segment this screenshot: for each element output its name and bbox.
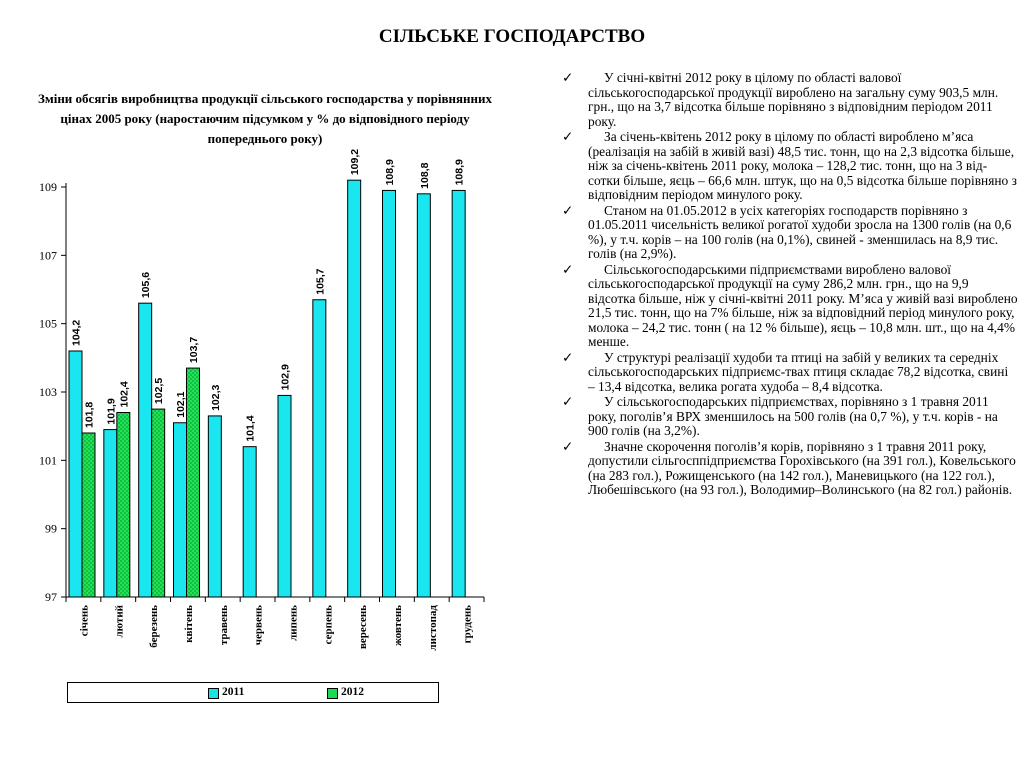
data-label-2011: 108,9 xyxy=(453,159,466,186)
data-label-2011: 102,3 xyxy=(209,384,222,411)
data-label-2011: 108,9 xyxy=(384,159,396,186)
bar-2011 xyxy=(313,300,326,597)
x-tick-label: жовтень xyxy=(391,605,404,647)
check-icon: ✓ xyxy=(562,129,574,144)
y-tick-label: 103 xyxy=(39,385,57,399)
x-tick-label: лютий xyxy=(113,605,126,638)
bullet-item xyxy=(562,130,1018,203)
x-tick-label: листопад xyxy=(426,605,439,651)
chart-title: Зміни обсягів виробництва продукції сільського господарства у порівнянних цінах 2005 року (наростаючим підсумком у % до відповідного періоду попереднього року) xyxy=(37,91,493,146)
bullet-item xyxy=(562,263,1018,350)
bar-2011 xyxy=(208,416,221,597)
data-label-2011: 101,4 xyxy=(244,415,257,442)
bar-2011 xyxy=(348,180,361,597)
bar-2012 xyxy=(187,368,200,597)
bar-2011 xyxy=(452,190,465,597)
bullet-item xyxy=(562,395,1018,439)
x-tick-label: січень xyxy=(78,605,91,637)
legend-swatch-2011 xyxy=(208,688,219,699)
bar-2011 xyxy=(278,395,291,597)
data-label-2011: 105,6 xyxy=(140,271,153,299)
bullet-item xyxy=(562,71,1018,129)
check-icon: ✓ xyxy=(562,70,574,85)
data-label-2011: 101,9 xyxy=(105,398,118,425)
bullet-item xyxy=(562,204,1018,262)
data-label-2011: 104,2 xyxy=(70,319,83,346)
y-tick-label: 107 xyxy=(39,248,57,263)
bar-2012 xyxy=(117,413,130,598)
bullet-text: У структурі реалізації худоби та птиці на забій у великих та середніх сільськогосподарських підприємс-твах птиця складає 78,2 відсотка, свині – 13,4 відсотка, велика рогата худоба – 8,4 відсотка. xyxy=(588,349,1009,394)
data-label-2011: 108,8 xyxy=(418,162,431,189)
data-label-2011: 102,9 xyxy=(279,364,292,391)
data-label-2012: 101,8 xyxy=(83,401,96,428)
bullet-text: У сільськогосподарських підприємствах, порівняно з 1 травня 2011 року, поголів’я ВРХ зменшилось на 500 голів (на 0,7 %), у т.ч. корів - на 900 голів (на 3,2%). xyxy=(588,394,998,438)
x-tick-label: серпень xyxy=(322,605,335,645)
data-label-2011: 102,1 xyxy=(175,391,187,418)
bullet-list xyxy=(562,71,1018,499)
bar-2011 xyxy=(139,303,152,597)
check-icon: ✓ xyxy=(562,202,574,218)
check-icon: ✓ xyxy=(562,261,574,277)
bullet-text: Станом на 01.05.2012 в усіх категоріях господарств порівняно з 01.05.2011 чисельність великої рогатої худоби зросла на 1300 голів (на 0,6 %), у т.ч. корів – на 100 голів (на 0,1%), свиней - зменшилась на 8,9 тис. голів (на 2,9%). xyxy=(588,202,1012,261)
bar-2011 xyxy=(69,351,82,597)
page-title: СІЛЬСЬКЕ ГОСПОДАРСТВО xyxy=(378,26,646,47)
x-tick-label: вересень xyxy=(357,605,370,650)
bullet-text: Значне скорочення поголів’я корів, порівняно з 1 травня 2011 року, допустили сільгосппідприємства Горохівського (на 391 гол.), Ковельського (на 283 гол.), Рожищенського (на 142 гол.), Маневицького (на 122 гол.), Любешівського (на 93 гол.), Володимир–Волинського (на 82 гол.) районів. xyxy=(588,438,1016,497)
bullet-text: У січні-квітні 2012 року в цілому по області валової сільськогосподарської продукції вироблено на загальну суму 903,5 млн. грн., що на 3,7 відсотка більше порівняно з відповідним періодом 2011 року. xyxy=(588,70,999,129)
bullet-text: За січень-квітень 2012 року в цілому по області вироблено м’яса (реалізація на забій в живій вазі) 48,5 тис. тонн, що на 2,3 відсотка більше, ніж за січень-квітень 2011 року, молока – 128,2 тис. тонн, що на 3 від-сотки більше, яєць – 66,6 млн. штук, що на 0,5 відсотка більше порівняно з відповідним періодом минулого року. xyxy=(588,129,1017,202)
bar-2011 xyxy=(104,430,117,597)
x-tick-label: травень xyxy=(217,605,230,646)
y-tick-label: 109 xyxy=(39,180,57,194)
bullet-item xyxy=(562,351,1018,395)
bar-2011 xyxy=(383,190,396,597)
bar-2012 xyxy=(152,409,165,597)
x-tick-label: липень xyxy=(287,605,300,641)
bar-2011 xyxy=(243,447,256,597)
data-label-2011: 109,2 xyxy=(349,148,362,176)
bar-2011 xyxy=(417,194,430,597)
y-tick-label: 105 xyxy=(39,316,57,331)
x-tick-label: березень xyxy=(148,605,161,648)
y-tick-label: 97 xyxy=(45,590,57,604)
bar-2011 xyxy=(174,423,187,597)
y-tick-label: 101 xyxy=(39,453,57,468)
x-tick-label: червень xyxy=(252,605,265,646)
bar-2012 xyxy=(82,433,95,597)
x-tick-label: квітень xyxy=(182,605,195,643)
data-label-2012: 102,4 xyxy=(118,381,131,408)
legend-label-2012: 2012 xyxy=(341,686,364,698)
legend-swatch-2012 xyxy=(327,688,338,699)
bar-chart xyxy=(0,0,560,680)
bullet-text: Сільськогосподарськими підприємствами вироблено валової сільськогосподарської продукції на суму 286,2 млн. грн., що на 9,9 відсотка більше, ніж у січні-квітні 2011 року. М’яса у живій вазі вироблено 21,5 тис. тонн, що на 7% більше, ніж за відповідний період минулого року, молока – 24,2 тис. тонн ( на 12 % більше), яєць – 10,8 млн. шт., що на 4,4% менше. xyxy=(588,261,1018,349)
check-icon: ✓ xyxy=(562,438,574,454)
check-icon: ✓ xyxy=(562,394,574,409)
data-label-2012: 103,7 xyxy=(188,336,200,364)
data-label-2012: 102,5 xyxy=(153,377,166,405)
legend-label-2011: 2011 xyxy=(222,686,245,698)
y-tick-label: 99 xyxy=(45,521,57,536)
data-label-2011: 105,7 xyxy=(314,268,327,295)
bullet-item xyxy=(562,440,1018,498)
check-icon: ✓ xyxy=(562,349,574,365)
chart-legend xyxy=(67,682,439,703)
x-tick-label: грудень xyxy=(461,605,474,644)
